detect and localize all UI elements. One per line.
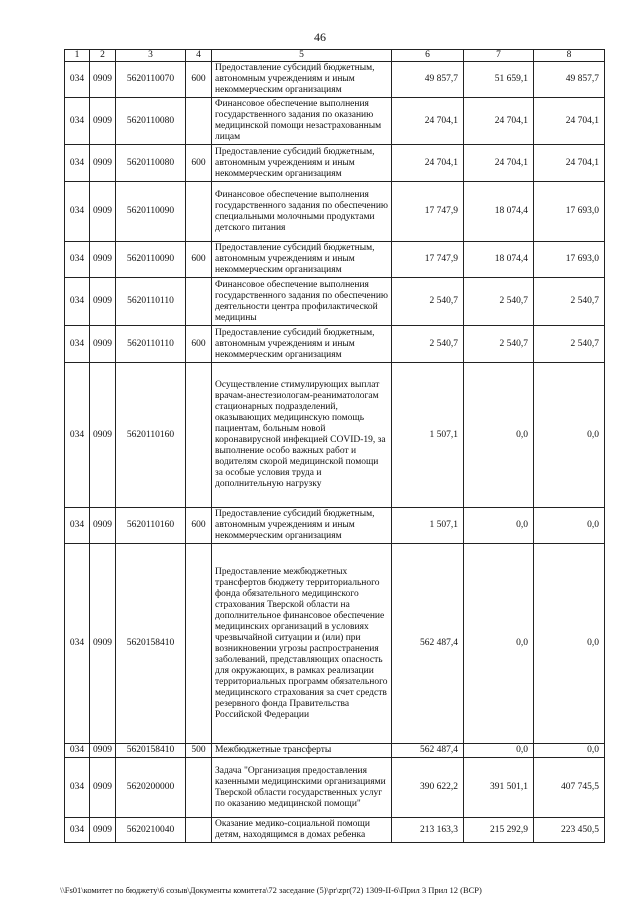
table-row [65, 758, 605, 818]
description-cell: Предоставление субсидий бюджетным, автономным учреждениям и иным некоммерческим организациям [212, 242, 392, 278]
amount-year3-cell: 407 745,5 [534, 758, 605, 818]
table-row [65, 145, 605, 182]
column-header: 5 [212, 50, 392, 62]
description-cell: Финансовое обеспечение выполнения государственного задания по обеспечению специальными молочными продуктами детского питания [212, 182, 392, 242]
admin-code-cell: 034 [65, 818, 90, 843]
column-header: 7 [464, 50, 534, 62]
section-code-cell: 0909 [90, 326, 116, 363]
amount-year3-cell: 24 704,1 [534, 145, 605, 182]
target-article-cell: 5620158410 [116, 744, 186, 758]
amount-year1-cell: 213 163,3 [392, 818, 464, 843]
amount-year3-cell: 49 857,7 [534, 62, 605, 98]
target-article-cell: 5620110080 [116, 98, 186, 145]
description-cell: Осуществление стимулирующих выплат врачам-анестезиологам-реаниматологам стационарных подразделений, оказывающих медицинскую помощь пациентам, больным новой коронавирусной инфекцией COVID-19, за выполнение особо важных работ и водителям скорой медицинской помощи за особые условия труда и дополнительную нагрузку [212, 363, 392, 508]
target-article-cell: 5620210040 [116, 818, 186, 843]
table-body [65, 62, 605, 843]
target-article-cell: 5620110090 [116, 182, 186, 242]
description-cell: Предоставление субсидий бюджетным, автономным учреждениям и иным некоммерческим организациям [212, 508, 392, 544]
description-cell: Предоставление межбюджетных трансфертов бюджету территориального фонда обязательного медицинского страхования Тверской области на дополнительное финансовое обеспечение медицинских организаций в условиях чрезвычайной ситуации и (или) при возникновении угрозы распространения заболеваний, представляющих опасность для окружающих, в рамках реализации территориальных программ обязательного медицинского страхования за счет средств резервного фонда Правительства Российской Федерации [212, 544, 392, 744]
expense-type-cell [186, 758, 212, 818]
expense-type-cell [186, 182, 212, 242]
amount-year2-cell: 0,0 [464, 363, 534, 508]
amount-year2-cell: 0,0 [464, 744, 534, 758]
section-code-cell: 0909 [90, 242, 116, 278]
amount-year3-cell: 2 540,7 [534, 278, 605, 326]
amount-year2-cell: 2 540,7 [464, 326, 534, 363]
admin-code-cell: 034 [65, 758, 90, 818]
expense-type-cell: 500 [186, 744, 212, 758]
expense-type-cell [186, 98, 212, 145]
expense-type-cell: 600 [186, 508, 212, 544]
column-header: 2 [90, 50, 116, 62]
column-header-row [65, 50, 605, 62]
description-cell: Предоставление субсидий бюджетным, автономным учреждениям и иным некоммерческим организациям [212, 326, 392, 363]
expense-type-cell [186, 818, 212, 843]
target-article-cell: 5620200000 [116, 758, 186, 818]
table-row [65, 508, 605, 544]
column-header: 1 [65, 50, 90, 62]
admin-code-cell: 034 [65, 145, 90, 182]
section-code-cell: 0909 [90, 182, 116, 242]
amount-year2-cell: 18 074,4 [464, 242, 534, 278]
expense-type-cell [186, 278, 212, 326]
admin-code-cell: 034 [65, 182, 90, 242]
column-header: 6 [392, 50, 464, 62]
file-path-footer: \\Fs01\комитет по бюджету\6 созыв\Документы комитета\72 заседание (5)\pr\zpr(72) 1309-II-6\Прил 3 Прил 12 (ВСР) [60, 885, 482, 895]
amount-year1-cell: 2 540,7 [392, 326, 464, 363]
amount-year2-cell: 391 501,1 [464, 758, 534, 818]
table-row [65, 363, 605, 508]
amount-year2-cell: 0,0 [464, 508, 534, 544]
column-header: 3 [116, 50, 186, 62]
amount-year3-cell: 0,0 [534, 744, 605, 758]
target-article-cell: 5620110090 [116, 242, 186, 278]
section-code-cell: 0909 [90, 62, 116, 98]
target-article-cell: 5620110110 [116, 278, 186, 326]
description-cell: Межбюджетные трансферты [212, 744, 392, 758]
target-article-cell: 5620110070 [116, 62, 186, 98]
amount-year3-cell: 0,0 [534, 363, 605, 508]
table-row [65, 744, 605, 758]
section-code-cell: 0909 [90, 544, 116, 744]
expense-type-cell [186, 544, 212, 744]
description-cell: Финансовое обеспечение выполнения государственного задания по обеспечению деятельности центра профилактической медицины [212, 278, 392, 326]
description-cell: Финансовое обеспечение выполнения государственного задания по оказанию медицинской помощи незастрахованным лицам [212, 98, 392, 145]
amount-year2-cell: 24 704,1 [464, 145, 534, 182]
section-code-cell: 0909 [90, 758, 116, 818]
target-article-cell: 5620110160 [116, 508, 186, 544]
target-article-cell: 5620158410 [116, 544, 186, 744]
amount-year2-cell: 215 292,9 [464, 818, 534, 843]
section-code-cell: 0909 [90, 744, 116, 758]
target-article-cell: 5620110110 [116, 326, 186, 363]
amount-year1-cell: 390 622,2 [392, 758, 464, 818]
table-row [65, 326, 605, 363]
table-row [65, 818, 605, 843]
section-code-cell: 0909 [90, 98, 116, 145]
table-row [65, 544, 605, 744]
amount-year2-cell: 0,0 [464, 544, 534, 744]
amount-year3-cell: 2 540,7 [534, 326, 605, 363]
target-article-cell: 5620110160 [116, 363, 186, 508]
amount-year2-cell: 51 659,1 [464, 62, 534, 98]
description-cell: Задача "Организация предоставления казенными медицинскими организациями Тверской области государственных услуг по оказанию медицинской помощи" [212, 758, 392, 818]
section-code-cell: 0909 [90, 278, 116, 326]
admin-code-cell: 034 [65, 744, 90, 758]
amount-year1-cell: 24 704,1 [392, 98, 464, 145]
amount-year1-cell: 1 507,1 [392, 508, 464, 544]
admin-code-cell: 034 [65, 98, 90, 145]
amount-year2-cell: 2 540,7 [464, 278, 534, 326]
amount-year1-cell: 2 540,7 [392, 278, 464, 326]
section-code-cell: 0909 [90, 818, 116, 843]
table-row [65, 278, 605, 326]
expense-type-cell: 600 [186, 242, 212, 278]
amount-year3-cell: 0,0 [534, 544, 605, 744]
table-row [65, 98, 605, 145]
description-cell: Оказание медико-социальной помощи детям, находящимся в домах ребенка [212, 818, 392, 843]
expense-type-cell: 600 [186, 145, 212, 182]
section-code-cell: 0909 [90, 363, 116, 508]
amount-year1-cell: 562 487,4 [392, 744, 464, 758]
admin-code-cell: 034 [65, 363, 90, 508]
table-row [65, 62, 605, 98]
amount-year1-cell: 562 487,4 [392, 544, 464, 744]
amount-year2-cell: 24 704,1 [464, 98, 534, 145]
admin-code-cell: 034 [65, 326, 90, 363]
target-article-cell: 5620110080 [116, 145, 186, 182]
description-cell: Предоставление субсидий бюджетным, автономным учреждениям и иным некоммерческим организациям [212, 62, 392, 98]
table-row [65, 242, 605, 278]
admin-code-cell: 034 [65, 544, 90, 744]
amount-year3-cell: 0,0 [534, 508, 605, 544]
amount-year2-cell: 18 074,4 [464, 182, 534, 242]
expense-type-cell [186, 363, 212, 508]
admin-code-cell: 034 [65, 278, 90, 326]
description-cell: Предоставление субсидий бюджетным, автономным учреждениям и иным некоммерческим организациям [212, 145, 392, 182]
budget-table [64, 49, 605, 843]
page-number: 46 [314, 30, 326, 44]
amount-year3-cell: 17 693,0 [534, 242, 605, 278]
table-row [65, 182, 605, 242]
expense-type-cell: 600 [186, 62, 212, 98]
amount-year3-cell: 17 693,0 [534, 182, 605, 242]
amount-year1-cell: 1 507,1 [392, 363, 464, 508]
amount-year1-cell: 17 747,9 [392, 182, 464, 242]
column-header: 8 [534, 50, 605, 62]
admin-code-cell: 034 [65, 62, 90, 98]
amount-year3-cell: 223 450,5 [534, 818, 605, 843]
amount-year1-cell: 49 857,7 [392, 62, 464, 98]
amount-year1-cell: 17 747,9 [392, 242, 464, 278]
amount-year3-cell: 24 704,1 [534, 98, 605, 145]
admin-code-cell: 034 [65, 508, 90, 544]
amount-year1-cell: 24 704,1 [392, 145, 464, 182]
section-code-cell: 0909 [90, 508, 116, 544]
expense-type-cell: 600 [186, 326, 212, 363]
admin-code-cell: 034 [65, 242, 90, 278]
section-code-cell: 0909 [90, 145, 116, 182]
column-header: 4 [186, 50, 212, 62]
